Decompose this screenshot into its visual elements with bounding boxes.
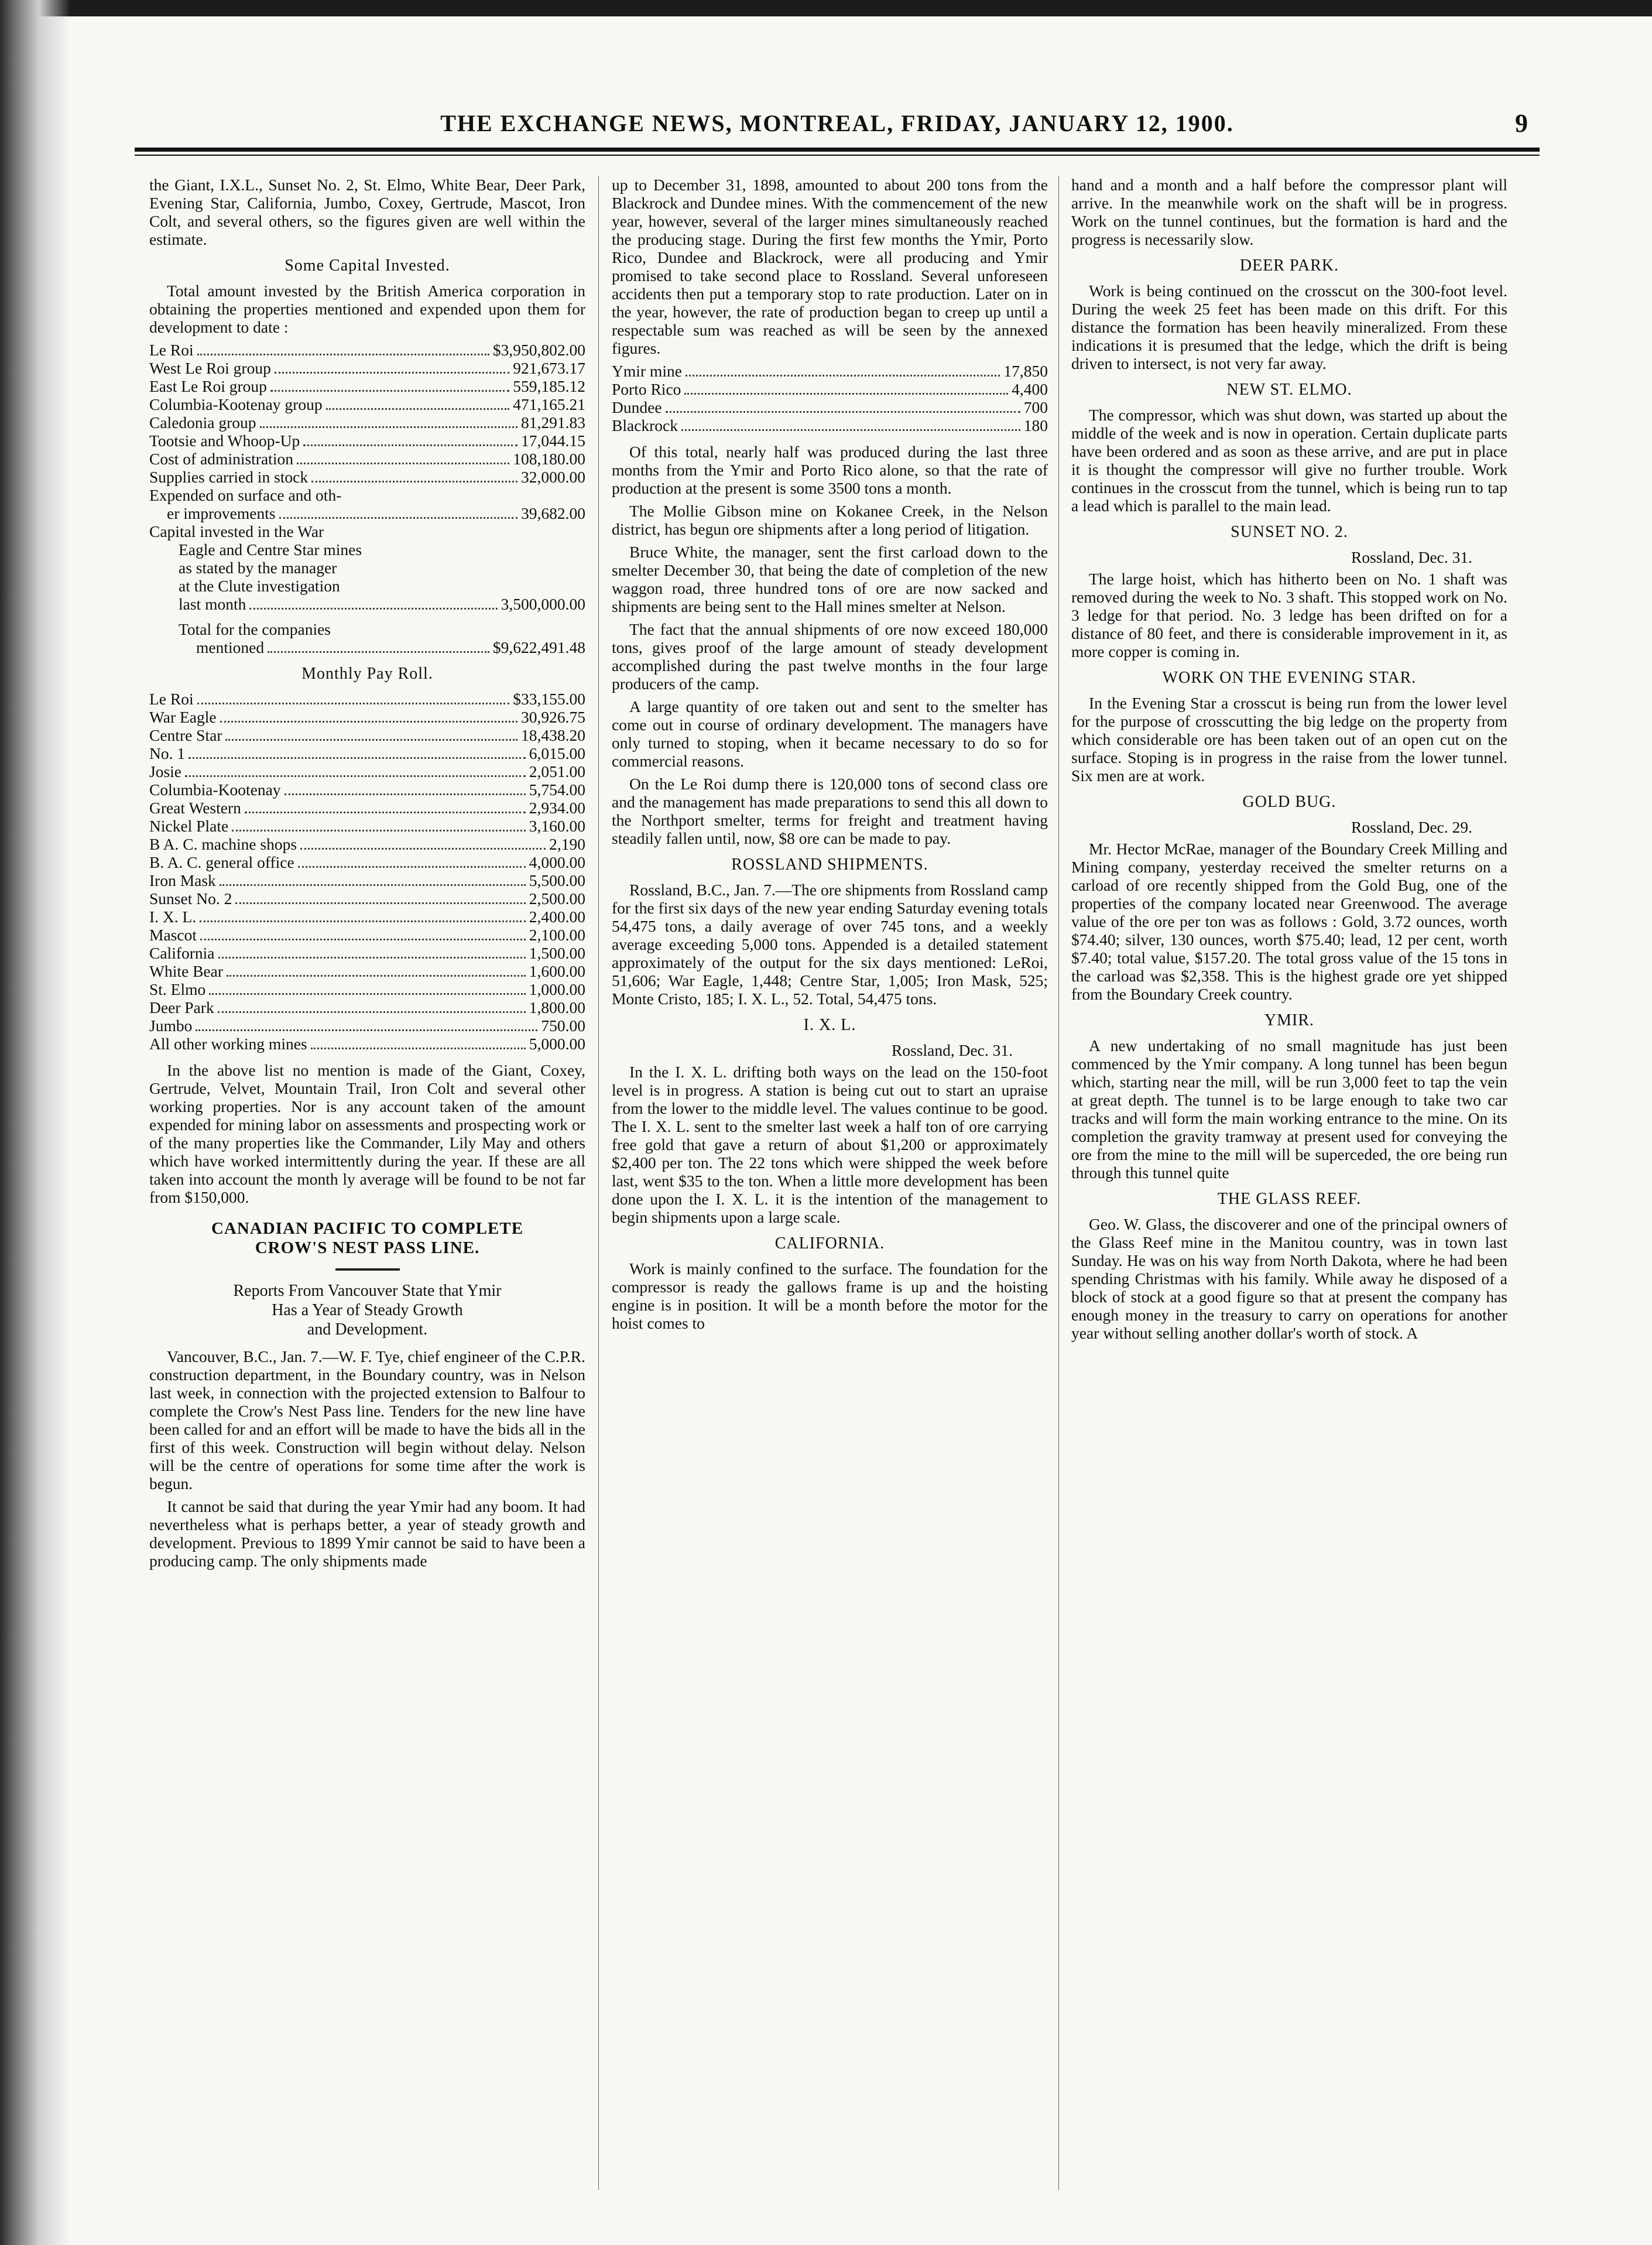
table-row <box>149 690 585 708</box>
table-row <box>149 726 585 744</box>
table-row <box>149 944 585 962</box>
article-headline <box>149 1219 585 1258</box>
table-row <box>149 744 585 762</box>
section-heading: THE GLASS REEF. <box>1217 1190 1362 1208</box>
headline-line: CANADIAN PACIFIC TO COMPLETE <box>211 1219 524 1238</box>
table-row <box>612 380 1048 398</box>
table-row <box>149 962 585 980</box>
row-amount: 4,000.00 <box>529 853 585 871</box>
row-name: Sunset No. 2 <box>149 889 232 908</box>
row-name: St. Elmo <box>149 980 206 998</box>
row-name: California <box>149 944 215 962</box>
row-amount: 2,500.00 <box>529 889 585 908</box>
row-name: Great Western <box>149 799 241 817</box>
table-row <box>149 377 585 395</box>
row-amount: 1,500.00 <box>529 944 585 962</box>
article-text: On the Le Roi dump there is 120,000 tons of second class ore and the management has made preparations to send this all down to the Northport smelter, terms for freight and treatment having steadily fallen until, now, $8 ore can be made to pay. <box>612 775 1048 847</box>
table-row <box>149 341 585 359</box>
headline-line: CROW'S NEST PASS LINE. <box>255 1238 480 1257</box>
table-row <box>149 926 585 944</box>
table-row <box>149 638 585 656</box>
column-divider <box>1058 176 1059 2190</box>
section-heading: WORK ON THE EVENING STAR. <box>1162 669 1417 687</box>
row-amount: 921,673.17 <box>513 359 585 377</box>
table-row <box>149 468 585 486</box>
article-text: Work is being continued on the crosscut on the 300-foot level. During the week 25 feet has been made on this drift. For this distance the formation has been heavily mineralized. From these indications it is presumed that the ledge, which the drift is being driven to intersect, is not very far away. <box>1071 282 1507 372</box>
table-row <box>149 835 585 853</box>
row-name: er improvements <box>167 504 276 522</box>
row-name: Jumbo <box>149 1017 193 1035</box>
row-name: All other working mines <box>149 1035 307 1053</box>
row-name: Total for the companies <box>179 620 331 638</box>
column-divider <box>598 176 599 2190</box>
row-amount: 2,100.00 <box>529 926 585 944</box>
section-heading: Monthly Pay Roll. <box>301 665 433 683</box>
row-name: as stated by the manager <box>179 559 337 577</box>
table-row <box>149 817 585 835</box>
header-rule-thin <box>135 155 1540 156</box>
row-name: Porto Rico <box>612 380 681 398</box>
row-name: Blackrock <box>612 416 678 434</box>
article-text: Work is mainly confined to the surface. The foundation for the compressor is ready the gallows frame is up and the hoisting engine is in position. It will be a month before the motor for the hoist comes to <box>612 1260 1048 1332</box>
article-text: It cannot be said that during the year Ymir had any boom. It had nevertheless what is perhaps better, a year of steady growth and development. Previous to 1899 Ymir cannot be said to have been a producing camp. The only shipments made <box>149 1497 585 1570</box>
row-name: B A. C. machine shops <box>149 835 297 853</box>
section-heading: CALIFORNIA. <box>774 1234 885 1252</box>
article-text: A new undertaking of no small magnitude has just been commenced by the Ymir company. A long tunnel has been begun which, starting near the mill, will be run 3,000 feet to tap the vein at great depth. The tunnel is to be large enough to take two car tracks and will form the main working entrance to the mine. On its completion the gravity tramway at present used for conveying the ore from the mine to the mill will be superceded, the ore being run through this tunnel quite <box>1071 1036 1507 1182</box>
row-amount: $9,622,491.48 <box>492 638 585 656</box>
article-text: Rossland, B.C., Jan. 7.—The ore shipments from Rossland camp for the first six days of the new year ending Saturday evening totals 54,475 tons, a daily average of over 745 tons, and a weekly average exceeding 5,000 tons. Appended is a detailed statement approximately of the output for the six days mentioned: LeRoi, 51,606; War Eagle, 1,448; Centre Star, 1,005; Iron Mask, 525; Monte Cristo, 185; I. X. L., 52. Total, 54,475 tons. <box>612 881 1048 1008</box>
header-rule <box>135 148 1540 152</box>
row-name: Le Roi <box>149 690 194 708</box>
table-row <box>149 871 585 889</box>
table-row <box>149 781 585 799</box>
article-text: hand and a month and a half before the compressor plant will arrive. In the meanwhile work on the shaft will be in progress. Work on the tunnel continues, but the formation is hard and the progress is necessarily slow. <box>1071 176 1507 248</box>
row-name: last month <box>179 595 246 613</box>
payroll-table <box>149 690 585 1053</box>
article-text: The Mollie Gibson mine on Kokanee Creek, in the Nelson district, has begun ore shipments after a long period of litigation. <box>612 502 1048 538</box>
row-name: Caledonia group <box>149 413 256 432</box>
row-name: Le Roi <box>149 341 194 359</box>
scan-top-band <box>0 0 1652 16</box>
table-row <box>149 799 585 817</box>
row-name: Capital invested in the War <box>149 522 324 540</box>
row-amount: 32,000.00 <box>521 468 585 486</box>
row-amount: 108,180.00 <box>513 450 585 468</box>
table-row <box>149 708 585 726</box>
article-text: The compressor, which was shut down, was started up about the middle of the week and is now in operation. Certain duplicate parts have been ordered and as soon as these arrive, and are put in place it is thought the compressor will give no further trouble. Work continues in the crosscut from the tunnel, which is being run to tap a lead which is parallel to the main lead. <box>1071 406 1507 515</box>
dateline: Rossland, Dec. 31. <box>892 1041 1013 1059</box>
row-name: Dundee <box>612 398 662 416</box>
article-text: Mr. Hector McRae, manager of the Boundary Creek Milling and Mining company, yesterday received the smelter returns on a carload of ore recently shipped from the Gold Bug, one of the properties of the company located near Greenwood. The average value of the ore per ton was as follows : Gold, 3.72 ounces, worth $74.40; silver, 130 ounces, worth $75.40; lead, 12 per cent, worth $7.40; total value, $157.20. The total gross value of the 15 tons in the carload was $2,358. This is the highest grade ore yet shipped from the Boundary Creek country. <box>1071 840 1507 1003</box>
row-amount: $3,950,802.00 <box>492 341 585 359</box>
row-name: Centre Star <box>149 726 222 744</box>
row-name: West Le Roi group <box>149 359 271 377</box>
row-name: mentioned <box>196 638 265 656</box>
row-name: Tootsie and Whoop-Up <box>149 432 300 450</box>
row-amount: 180 <box>1023 416 1048 434</box>
subheading-line: Reports From Vancouver State that Ymir <box>233 1282 502 1300</box>
table-row <box>149 762 585 781</box>
row-name: Cost of administration <box>149 450 293 468</box>
row-name: B. A. C. general office <box>149 853 294 871</box>
row-amount: 2,190 <box>549 835 585 853</box>
row-amount: 81,291.83 <box>521 413 585 432</box>
article-text: Total amount invested by the British America corporation in obtaining the properties mentioned and expended upon them for development to date : <box>149 282 585 336</box>
article-text: The large hoist, which has hitherto been on No. 1 shaft was removed during the week to No. 3 shaft. This stopped work on No. 3 ledge for that period. No. 3 ledge has been drifted on for a distance of 80 feet, and there is considerable improvement in it, as more copper is coming in. <box>1071 570 1507 661</box>
section-heading: DEER PARK. <box>1239 256 1339 275</box>
row-name: War Eagle <box>149 708 217 726</box>
row-amount: 6,015.00 <box>529 744 585 762</box>
row-amount: 5,000.00 <box>529 1035 585 1053</box>
row-amount: 471,165.21 <box>513 395 585 413</box>
section-heading: ROSSLAND SHIPMENTS. <box>731 855 928 874</box>
article-text: the Giant, I.X.L., Sunset No. 2, St. Elmo, White Bear, Deer Park, Evening Star, California, Jumbo, Coxey, Gertrude, Mascot, Iron Colt, and several others, so the figures given are well within the estimate. <box>149 176 585 248</box>
table-row <box>149 432 585 450</box>
table-row <box>149 413 585 432</box>
section-heading: SUNSET NO. 2. <box>1231 523 1348 541</box>
ymir-output-table <box>612 362 1048 434</box>
row-name: Iron Mask <box>149 871 216 889</box>
table-row <box>612 398 1048 416</box>
table-row <box>149 853 585 871</box>
page-title: THE EXCHANGE NEWS, MONTREAL, FRIDAY, JANUARY 12, 1900. <box>440 109 1234 136</box>
table-row <box>149 908 585 926</box>
table-row <box>149 1017 585 1035</box>
article-text: A large quantity of ore taken out and sent to the smelter has come out in course of ordinary development. The managers have only turned to stoping, when it became necessary to do so for commercial reasons. <box>612 697 1048 770</box>
row-name: Nickel Plate <box>149 817 229 835</box>
table-row <box>149 998 585 1017</box>
capital-table <box>149 341 585 656</box>
article-text: In the I. X. L. drifting both ways on the lead on the 150-foot level is in progress. A station is being cut out to start an upraise from the lower to the middle level. The values continue to be good. The I. X. L. sent to the smelter last week a half ton of ore carrying free gold that gave a return of about $1,200 or approximately $2,400 per ton. The 22 tons which were shipped the week before last, went $35 to the ton. When a little more development has been done upon the I. X. L. it is the intention of the management to begin shipments upon a large scale. <box>612 1063 1048 1226</box>
table-row <box>149 504 585 522</box>
table-row <box>149 889 585 908</box>
section-heading: GOLD BUG. <box>1242 793 1336 811</box>
row-amount: 2,051.00 <box>529 762 585 781</box>
table-row <box>149 595 585 613</box>
row-amount: 2,934.00 <box>529 799 585 817</box>
row-amount: 17,850 <box>1003 362 1048 380</box>
row-amount: 17,044.15 <box>521 432 585 450</box>
table-row <box>612 362 1048 380</box>
article-text: up to December 31, 1898, amounted to about 200 tons from the Blackrock and Dundee mines. With the commencement of the new year, however, several of the larger mines simultaneously reached the producing stage. During the first few months the Ymir, Porto Rico, Dundee and Blackrock, were all producing and Ymir promised to take second place to Rossland. Several unforeseen accidents then put a temporary stop to rate production. Later on in the year, however, the rate of production began to creep up until a respectable sum was reached as will be seen by the annexed figures. <box>612 176 1048 357</box>
row-name: Expended on surface and oth- <box>149 486 342 504</box>
table-row <box>149 359 585 377</box>
row-amount: 1,800.00 <box>529 998 585 1017</box>
table-row <box>149 980 585 998</box>
row-amount: 3,500,000.00 <box>501 595 585 613</box>
table-row <box>149 450 585 468</box>
section-heading: I. X. L. <box>803 1016 856 1034</box>
section-heading: YMIR. <box>1264 1011 1315 1029</box>
row-name: Ymir mine <box>612 362 682 380</box>
row-amount: 30,926.75 <box>521 708 585 726</box>
page-number: 9 <box>1515 108 1528 138</box>
row-name: White Bear <box>149 962 223 980</box>
row-amount: 1,000.00 <box>529 980 585 998</box>
row-name: Eagle and Centre Star mines <box>179 540 362 559</box>
dateline: Rossland, Dec. 29. <box>1351 818 1472 836</box>
row-amount: 5,754.00 <box>529 781 585 799</box>
row-name: at the Clute investigation <box>179 577 340 595</box>
row-amount: $33,155.00 <box>513 690 585 708</box>
row-name: Columbia-Kootenay group <box>149 395 323 413</box>
page-header <box>135 102 1540 143</box>
row-amount: 3,160.00 <box>529 817 585 835</box>
row-amount: 559,185.12 <box>513 377 585 395</box>
article-text: Geo. W. Glass, the discoverer and one of the principal owners of the Glass Reef mine in the Manitou country, was in town last Sunday. He was on his way from North Dakota, where he had been spending Christmas with his family. While away he disposed of a block of stock at a good figure so that at present the company has enough money in the treasury to carry on operations for another year without selling another dollar's worth of stock. A <box>1071 1215 1507 1342</box>
scan-left-edge <box>0 0 70 2245</box>
article-text: Vancouver, B.C., Jan. 7.—W. F. Tye, chief engineer of the C.P.R. construction department, in the Boundary country, was in Nelson last week, in connection with the projected extension to Balfour to complete the Crow's Nest Pass line. Tenders for the new line have been called for and an effort will be made to have the bids all in the first of this week. Construction will begin without delay. Nelson will be the centre of operations for some time after the work is begun. <box>149 1347 585 1493</box>
article-text: In the Evening Star a crosscut is being run from the lower level for the purpose of crosscutting the big ledge on the property from which considerable ore has been taken out of an open cut on the surface. Stoping is in progress in the raise from the lower tunnel. Six men are at work. <box>1071 694 1507 785</box>
section-heading: NEW ST. ELMO. <box>1226 381 1352 399</box>
column-3 <box>1071 176 1507 2190</box>
article-text: The fact that the annual shipments of ore now exceed 180,000 tons, gives proof of the large amount of steady development accomplished during the past twelve months in the four large producers of the camp. <box>612 620 1048 693</box>
row-name: Deer Park <box>149 998 214 1017</box>
row-name: East Le Roi group <box>149 377 267 395</box>
subheading-line: and Development. <box>307 1320 428 1339</box>
row-name: No. 1 <box>149 744 186 762</box>
table-row <box>612 416 1048 434</box>
article-text: Of this total, nearly half was produced during the last three months from the Ymir and Porto Rico alone, so that the rate of production at the present is some 3500 tons a month. <box>612 443 1048 497</box>
row-amount: 750.00 <box>541 1017 585 1035</box>
table-row <box>149 1035 585 1053</box>
column-1 <box>149 176 585 2190</box>
row-amount: 5,500.00 <box>529 871 585 889</box>
section-heading: Some Capital Invested. <box>285 256 450 275</box>
subheading-line: Has a Year of Steady Growth <box>272 1301 463 1319</box>
row-amount: 2,400.00 <box>529 908 585 926</box>
row-amount: 1,600.00 <box>529 962 585 980</box>
row-amount: 700 <box>1023 398 1048 416</box>
row-name: Supplies carried in stock <box>149 468 309 486</box>
row-name: Mascot <box>149 926 197 944</box>
column-2 <box>612 176 1048 2190</box>
total-block <box>149 620 585 656</box>
row-name: I. X. L. <box>149 908 197 926</box>
row-amount: 18,438.20 <box>521 726 585 744</box>
row-amount: 4,400 <box>1012 380 1048 398</box>
dateline: Rossland, Dec. 31. <box>1351 548 1472 566</box>
article-text: In the above list no mention is made of the Giant, Coxey, Gertrude, Velvet, Mountain Trail, Iron Colt and several other working properties. Nor is any account taken of the amount expended for mining labor on assessments and prospecting work or of the many properties like the Commander, Lily May and others which have worked intermittently during the year. If these are all taken into account the month ly average will be found to be not far from $150,000. <box>149 1061 585 1206</box>
article-subheading <box>149 1281 585 1339</box>
table-row <box>149 395 585 413</box>
article-text: Bruce White, the manager, sent the first carload down to the smelter December 30, that being the date of completion of the new waggon road, three hundred tons of ore are now sacked and shipments are being sent to the Hall mines smelter at Nelson. <box>612 543 1048 615</box>
row-amount: 39,682.00 <box>521 504 585 522</box>
row-name: Josie <box>149 762 181 781</box>
row-name: Columbia-Kootenay <box>149 781 281 799</box>
divider <box>335 1268 400 1271</box>
